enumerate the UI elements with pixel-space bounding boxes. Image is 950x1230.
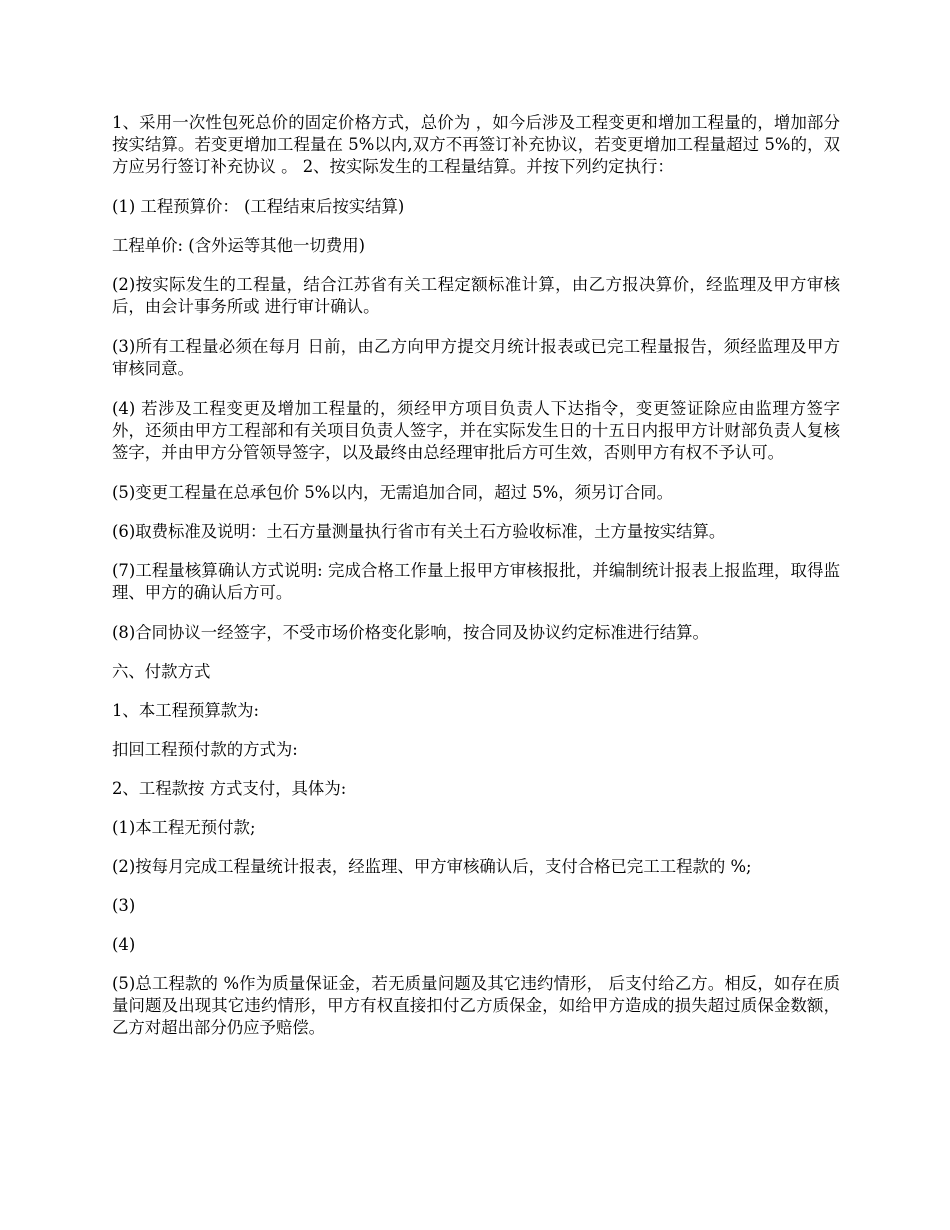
paragraph-budget-amount: 1、本工程预算款为: xyxy=(112,701,260,720)
paragraph-monthly-payment: (2)按每月完成工程量统计报表，经监理、甲方审核确认后，支付合格已完工工程款的 %; xyxy=(112,857,752,876)
paragraph-change-limit: (5)变更工程量在总承包价 5%以内，无需追加合同，超过 5%，须另订合同。 xyxy=(112,483,673,502)
paragraph-unit-price: 工程单价: (含外运等其他一切费用) xyxy=(112,236,365,255)
paragraph-no-advance: (1)本工程无预付款; xyxy=(112,818,256,837)
paragraph-quality-deposit: (5)总工程款的 %作为质量保证金，若无质量问题及其它违约情形， 后支付给乙方。相反，如存在质量问题及出现其它违约情形，甲方有权直接扣付乙方质保金，如给甲方造成的损失超过质保金数额，乙方对超出部分仍应予赔偿。 xyxy=(112,974,840,1037)
paragraph-change-approval: (4) 若涉及工程变更及增加工程量的，须经甲方项目负责人下达指令，变更签证除应由监理方签字外，还须由甲方工程部和有关项目负责人签字，并在实际发生日的十五日内报甲方计财部负责人复核签字，并由甲方分管领导签字，以及最终由总经理审批后方可生效，否则甲方有权不予认可。 xyxy=(112,399,840,462)
paragraph-item-4: (4) xyxy=(112,935,136,954)
document-page xyxy=(112,112,840,1057)
paragraph-quantity-confirmation: (7)工程量核算确认方式说明: 完成合格工作量上报甲方审核报批，并编制统计报表上报监理，取得监理、甲方的确认后方可。 xyxy=(112,561,840,602)
paragraph-fee-standard: (6)取费标准及说明：土石方量测量执行省市有关土石方验收标准，土方量按实结算。 xyxy=(112,522,726,541)
paragraph-advance-deduction: 扣回工程预付款的方式为: xyxy=(112,740,298,759)
paragraph-price-fixed: (8)合同协议一经签字，不受市场价格变化影响，按合同及协议约定标准进行结算。 xyxy=(112,623,709,642)
paragraph-budget-price: (1) 工程预算价： (工程结束后按实结算) xyxy=(112,197,405,216)
paragraph-item-3: (3) xyxy=(112,896,136,915)
paragraph-monthly-report: (3)所有工程量必须在每月 日前，由乙方向甲方提交月统计报表或已完工程量报告，须经监理及甲方审核同意。 xyxy=(112,337,840,378)
paragraph-pricing-method: 1、采用一次性包死总价的固定价格方式，总价为 ，如今后涉及工程变更和增加工程量的，增加部分按实结算。若变更增加工程量在 5%以内,双方不再签订补充协议，若变更增加工程量超过 5%的，双方应另行签订补充协议 。 2、按实际发生的工程量结算。并按下列约定执行： xyxy=(112,113,840,176)
section-heading-payment: 六、付款方式 xyxy=(112,662,211,681)
paragraph-payment-method: 2、工程款按 方式支付，具体为: xyxy=(112,779,347,798)
paragraph-settlement-calculation: (2)按实际发生的工程量，结合江苏省有关工程定额标准计算，由乙方报决算价，经监理及甲方审核后，由会计事务所或 进行审计确认。 xyxy=(112,275,840,316)
